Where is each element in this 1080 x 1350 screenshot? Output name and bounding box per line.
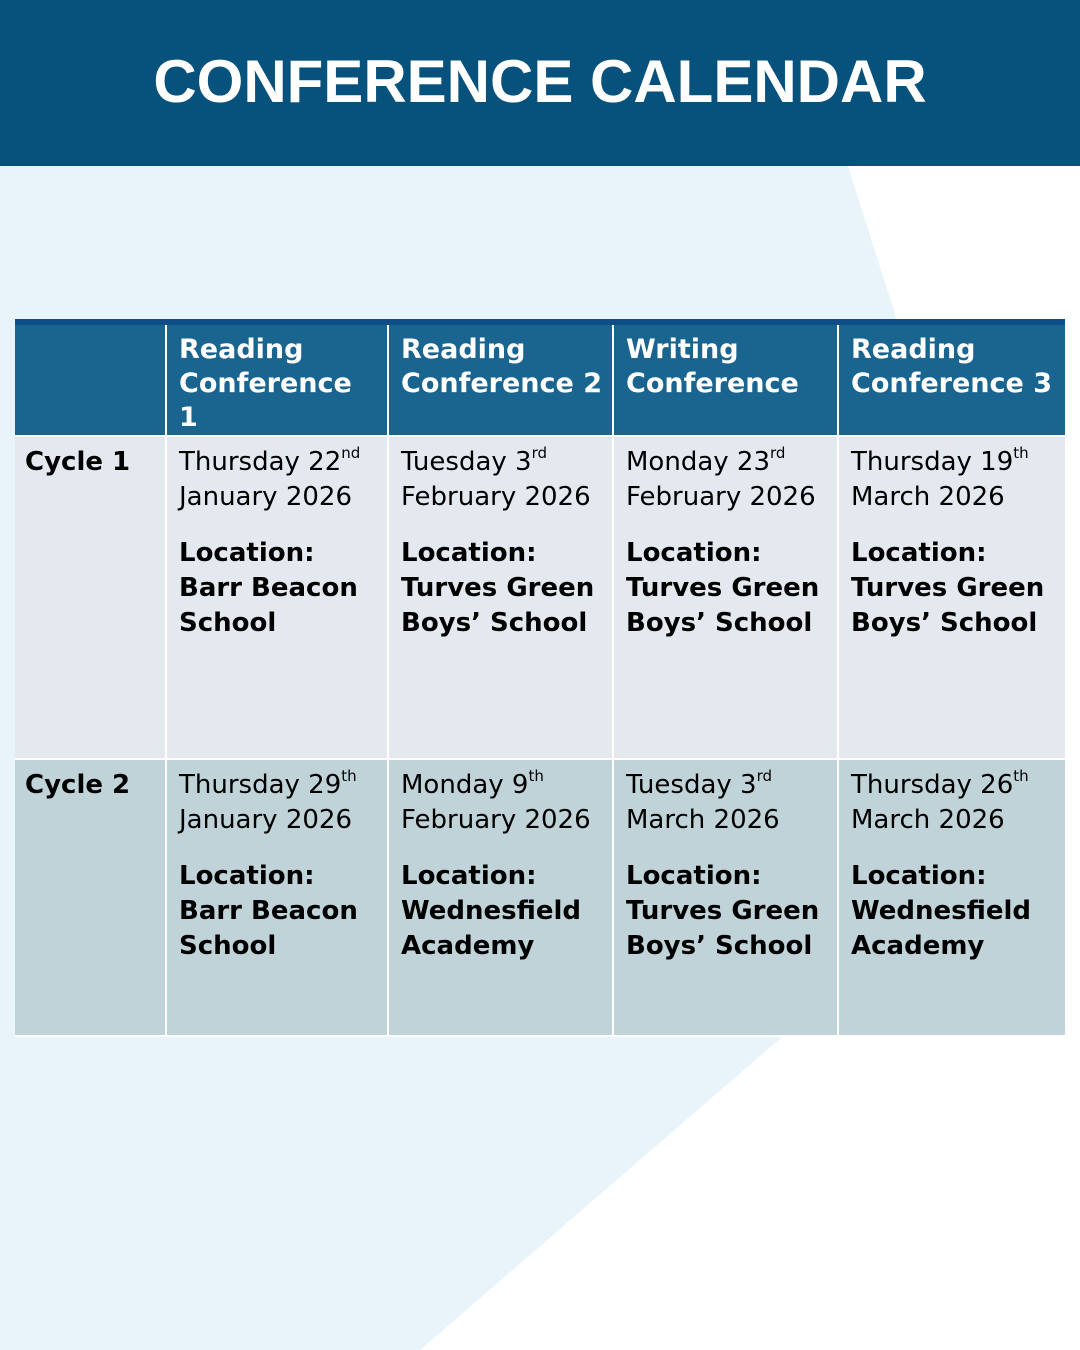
header-banner [0,0,1080,166]
corner-cell [15,325,166,436]
column-header: Reading Conference 2 [388,325,613,436]
location-text: Location: Turves Green Boys’ School [401,538,595,638]
location-text: Location: Barr Beacon School [179,861,358,961]
conference-cell [388,436,613,759]
conference-cell [838,759,1065,1036]
date-text: Tuesday 3rd February 2026 [401,444,591,512]
column-header: Reading Conference 1 [166,325,388,436]
column-header: Reading Conference 3 [838,325,1065,436]
row-label: Cycle 1 [15,436,166,759]
table-header-row [15,325,1065,436]
location-text: Location: Barr Beacon School [179,538,358,638]
date-text: Thursday 29th January 2026 [179,767,357,835]
location-text: Location: Turves Green Boys’ School [851,538,1045,638]
page-title: CONFERENCE CALENDAR [153,47,927,115]
column-header: Writing Conference [613,325,838,436]
date-text: Monday 23rd February 2026 [626,444,816,512]
conference-cell [388,759,613,1036]
date-text: Thursday 22nd January 2026 [179,444,361,512]
location-text: Location: Wednesfield Academy [851,861,1032,961]
row-label: Cycle 2 [15,759,166,1036]
date-text: Thursday 26th March 2026 [851,767,1029,835]
table-row-cycle-1 [15,436,1065,759]
conference-cell [613,436,838,759]
conference-cell [166,759,388,1036]
date-text: Tuesday 3rd March 2026 [626,767,780,835]
conference-cell [613,759,838,1036]
date-text: Monday 9th February 2026 [401,767,591,835]
conference-cell [166,436,388,759]
date-text: Thursday 19th March 2026 [851,444,1029,512]
table-row-cycle-2 [15,759,1065,1036]
conference-cell [838,436,1065,759]
location-text: Location: Turves Green Boys’ School [626,538,820,638]
location-text: Location: Wednesfield Academy [401,861,582,961]
conference-calendar-table [15,325,1065,1037]
location-text: Location: Turves Green Boys’ School [626,861,820,961]
